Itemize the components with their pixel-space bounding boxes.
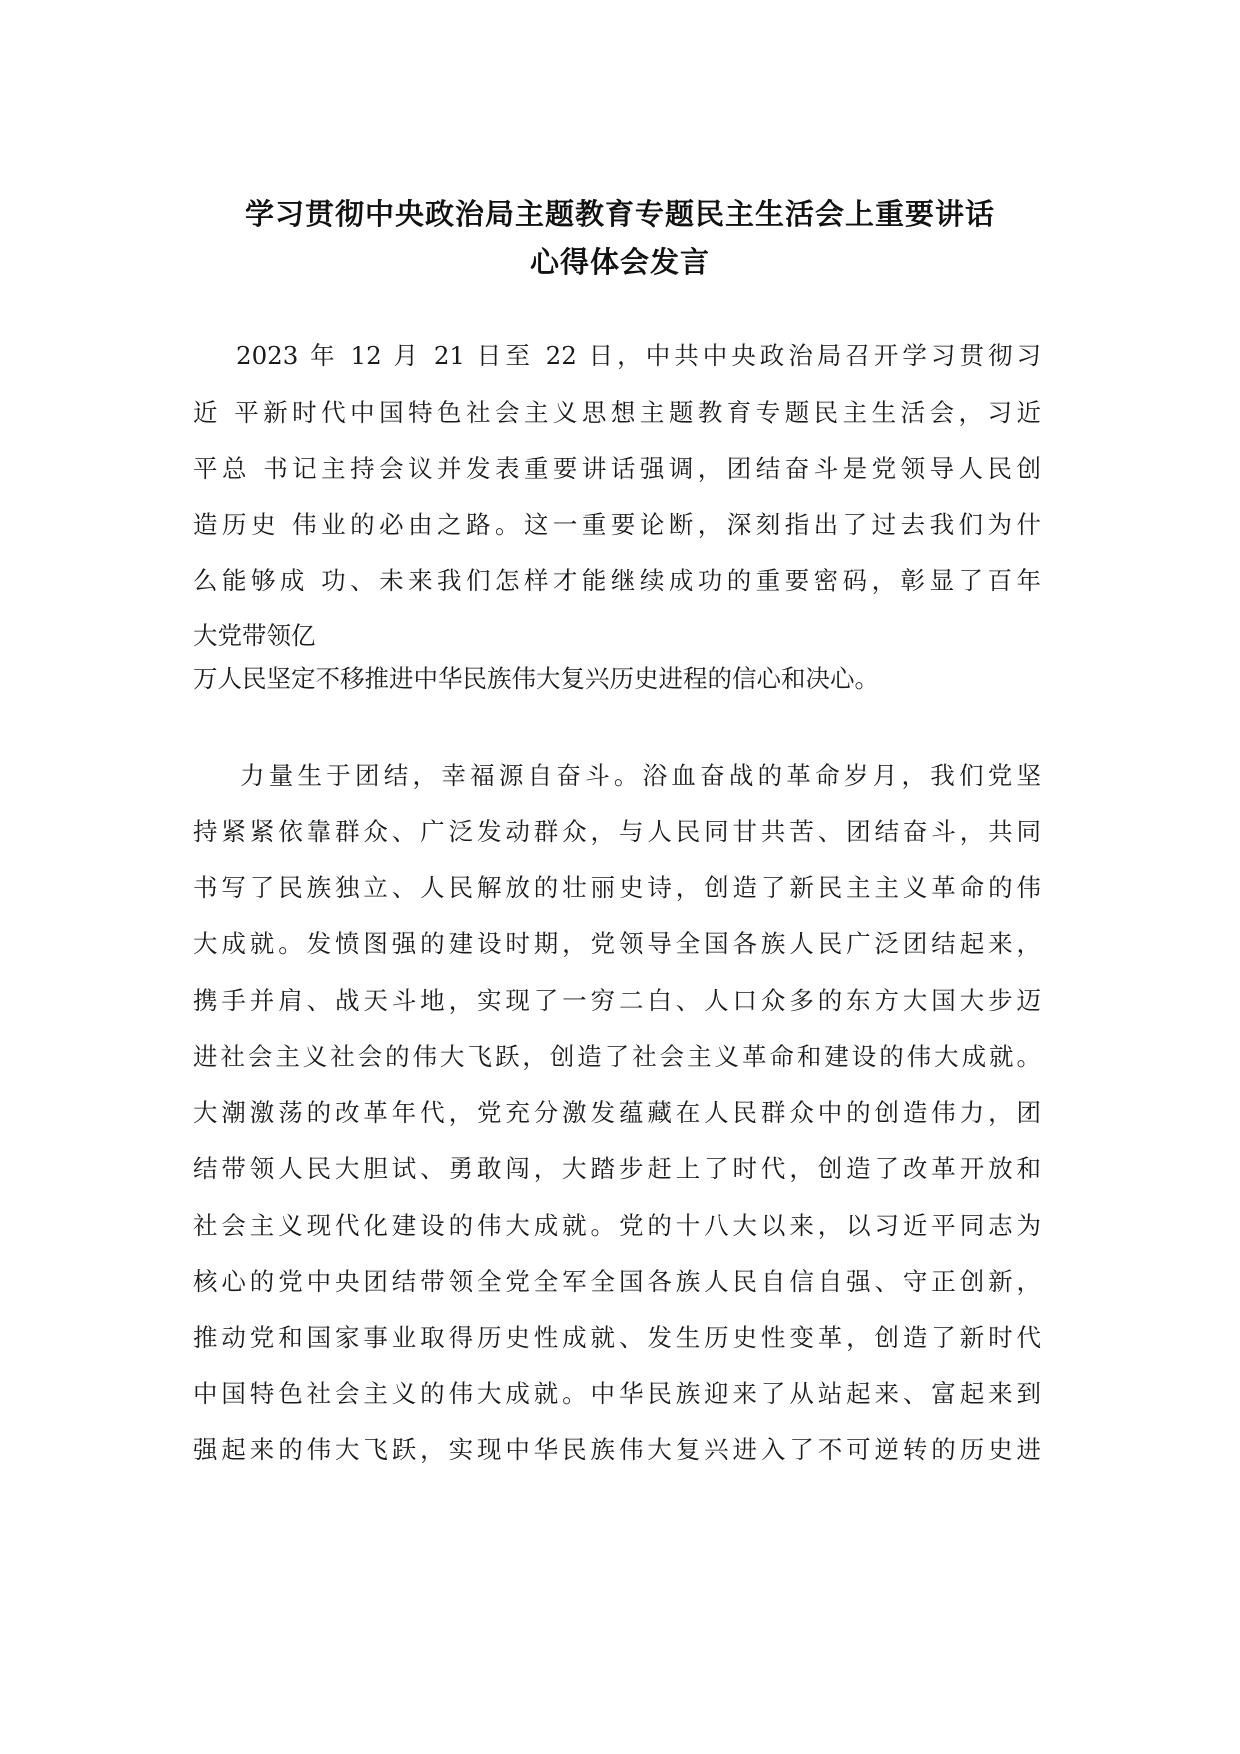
paragraph-2-line-12: 中国特色社会主义的伟大成就。中华民族迎来了从站起来、富起来到 <box>193 1379 1041 1408</box>
paragraph-2-line-7: 大潮激荡的改革年代，党充分激发蕴藏在人民群众中的创造伟力，团 <box>193 1098 1041 1127</box>
paragraph-1-line-7: 万人民坚定不移推进中华民族伟大复兴历史进程的信心和决心。 <box>193 664 879 693</box>
paragraph-2-line-10: 核心的党中央团结带领全党全军全国各族人民自信自强、守正创新， <box>193 1267 1041 1296</box>
paragraph-2-line-11: 推动党和国家事业取得历史性成就、发生历史性变革，创造了新时代 <box>193 1323 1041 1352</box>
paragraph-2-line-3: 书写了民族独立、人民解放的壮丽史诗，创造了新民主主义革命的伟 <box>193 873 1041 902</box>
paragraph-1-line-4: 造历史 伟业的必由之路。这一重要论断，深刻指出了过去我们为什 <box>193 510 1041 539</box>
paragraph-2-line-1: 力量生于团结，幸福源自奋斗。浴血奋战的革命岁月，我们党坚 <box>240 761 1041 790</box>
paragraph-2-line-13: 强起来的伟大飞跃，实现中华民族伟大复兴进入了不可逆转的历史进 <box>193 1435 1041 1464</box>
paragraph-2-line-2: 持紧紧依靠群众、广泛发动群众，与人民同甘共苦、团结奋斗，共同 <box>193 817 1041 846</box>
paragraph-2-line-6: 进社会主义社会的伟大飞跃，创造了社会主义革命和建设的伟大成就。 <box>193 1042 1041 1071</box>
paragraph-1-line-5: 么能够成 功、未来我们怎样才能继续成功的重要密码，彰显了百年 <box>193 566 1041 595</box>
paragraph-1-line-6: 大党带领亿 <box>193 621 316 650</box>
paragraph-2-line-9: 社会主义现代化建设的伟大成就。党的十八大以来，以习近平同志为 <box>193 1211 1041 1240</box>
paragraph-1-line-2: 近 平新时代中国特色社会主义思想主题教育专题民主生活会，习近 <box>193 398 1041 427</box>
paragraph-1-line-1: 2023 年 12 月 21 日至 22 日，中共中央政治局召开学习贯彻习 <box>236 341 1041 370</box>
paragraph-2-line-5: 携手并肩、战天斗地，实现了一穷二白、人口众多的东方大国大步迈 <box>193 986 1041 1015</box>
paragraph-1-line-3: 平总 书记主持会议并发表重要讲话强调，团结奋斗是党领导人民创 <box>193 454 1041 483</box>
paragraph-2-line-4: 大成就。发愤图强的建设时期，党领导全国各族人民广泛团结起来， <box>193 929 1041 958</box>
paragraph-2-line-8: 结带领人民大胆试、勇敢闯，大踏步赶上了时代，创造了改革开放和 <box>193 1154 1041 1183</box>
document-title-line-2: 心得体会发言 <box>529 245 710 279</box>
document-title-line-1: 学习贯彻中央政治局主题教育专题民主生活会上重要讲话 <box>244 197 995 231</box>
